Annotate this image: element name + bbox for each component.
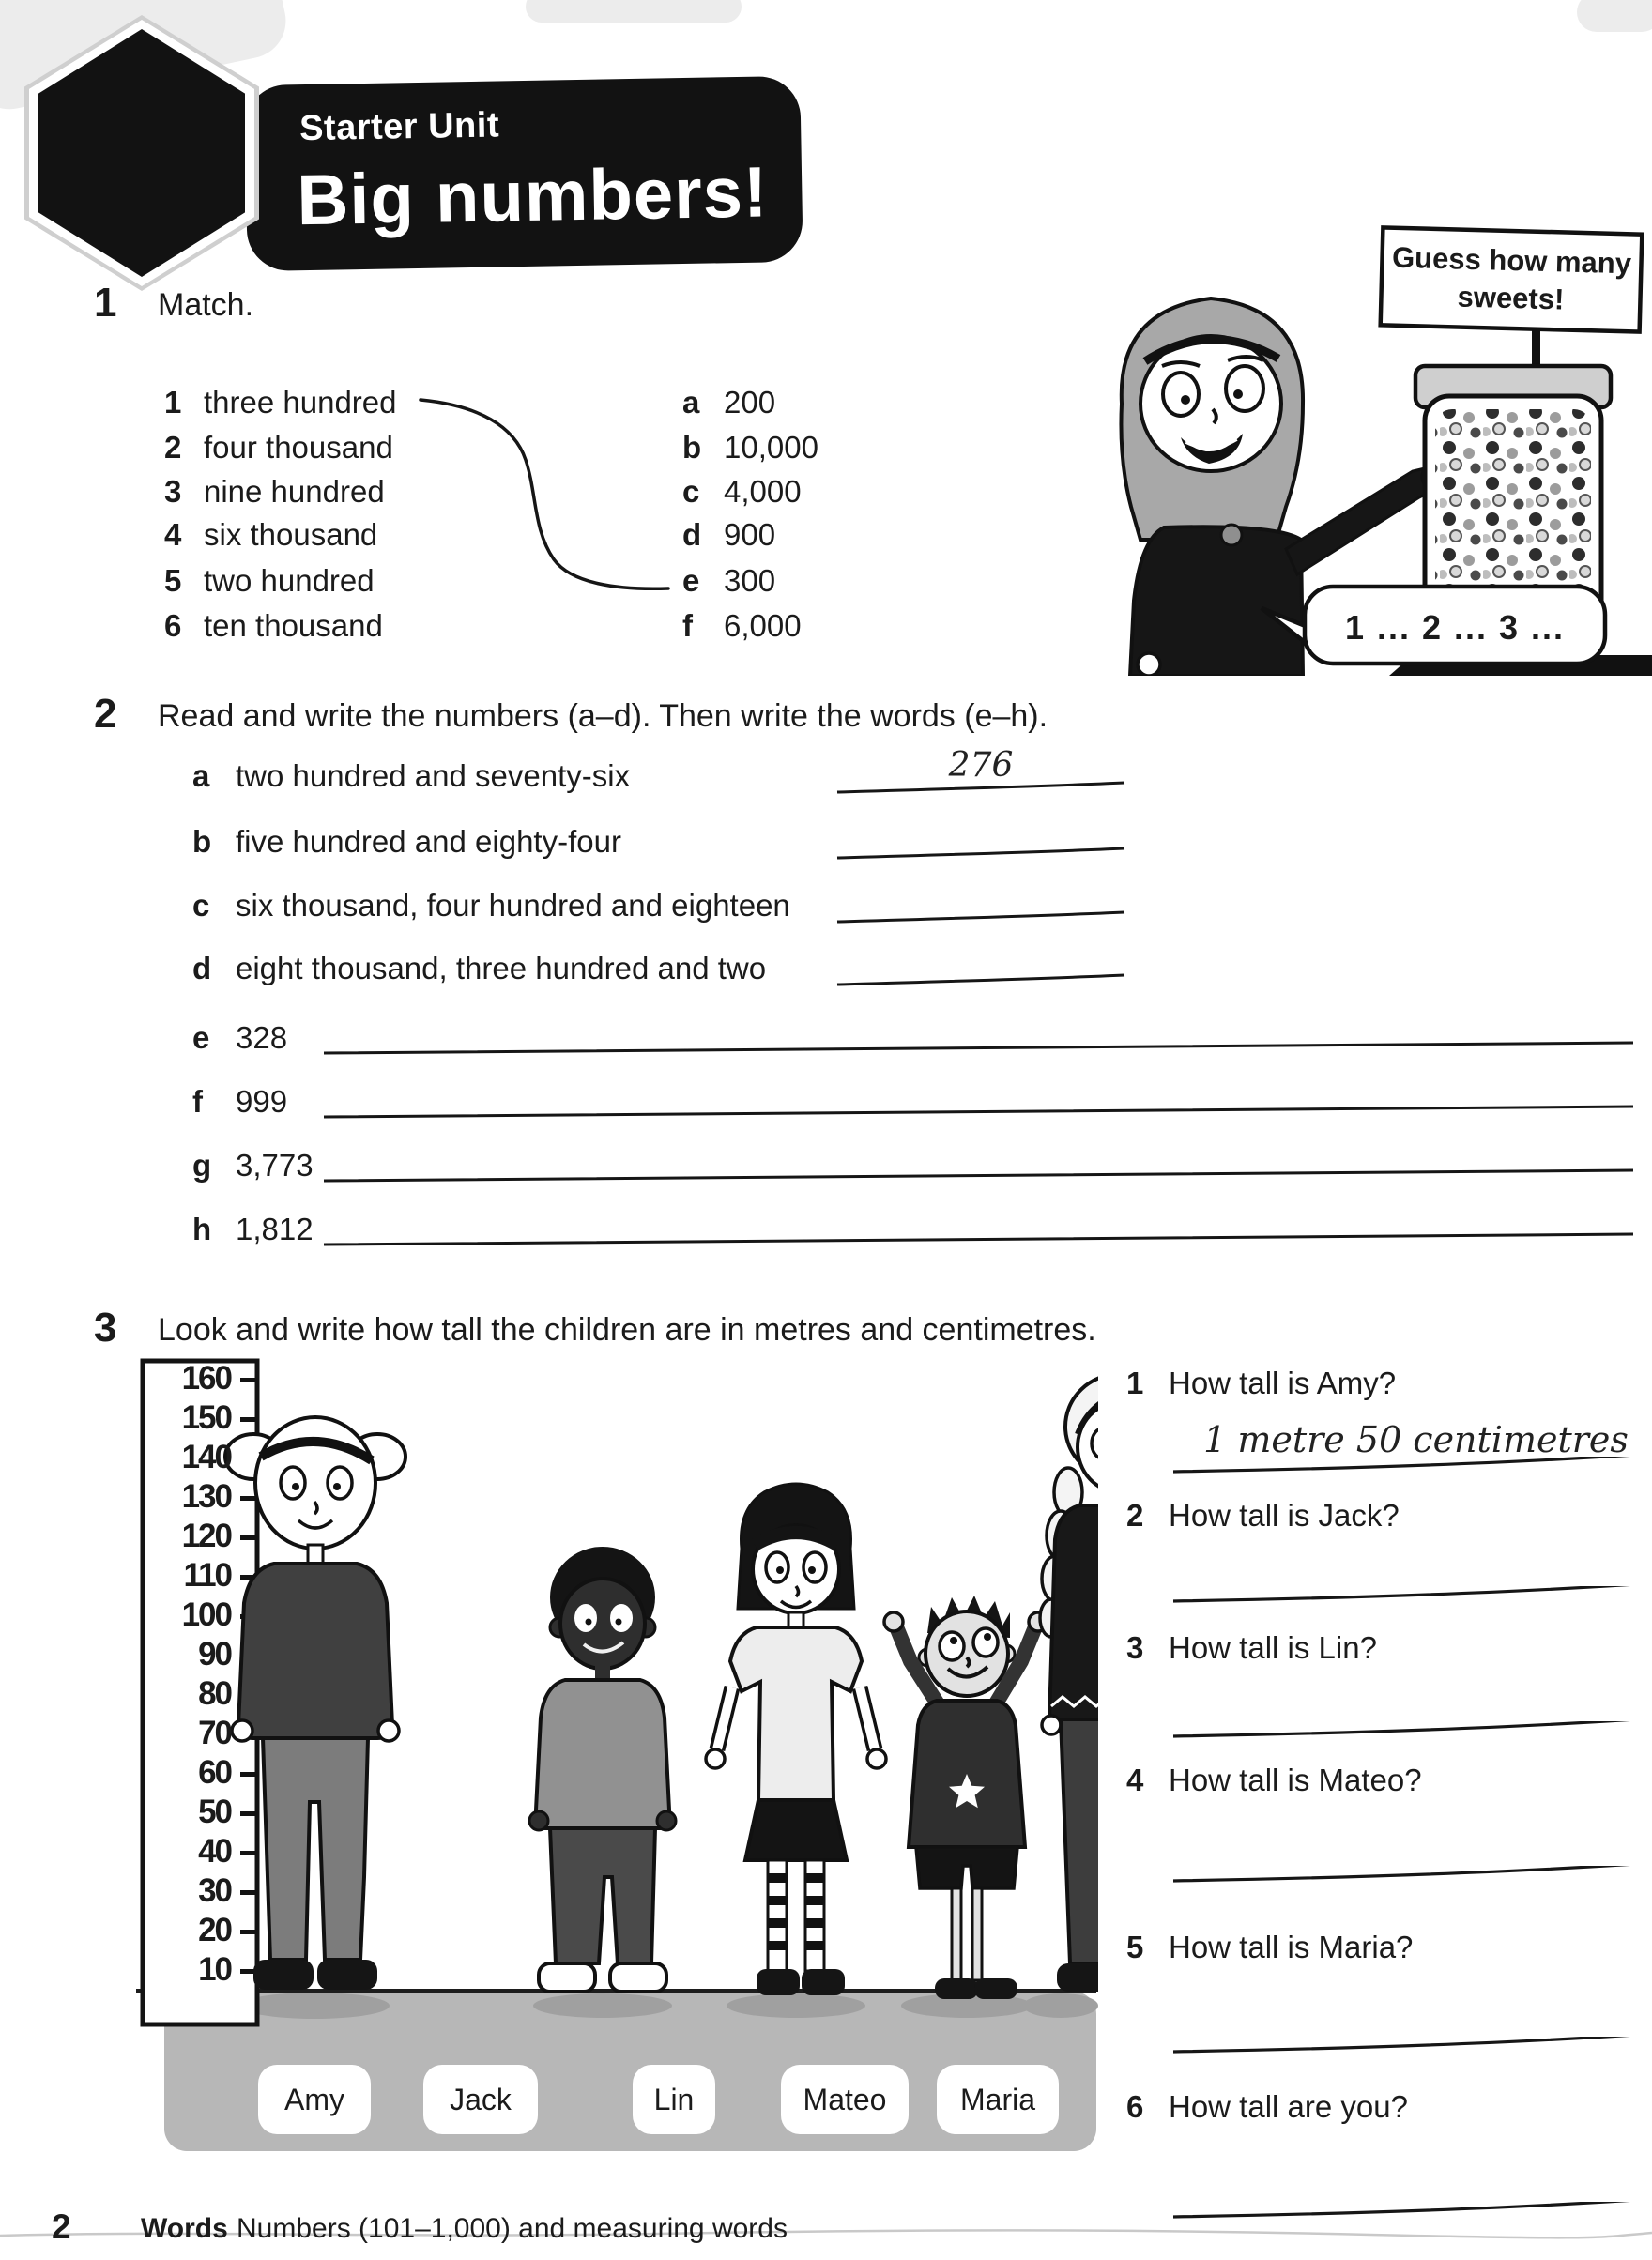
- ruler-label: 20: [198, 1912, 231, 1948]
- match-left-item: 2 four thousand: [164, 430, 393, 465]
- child-figure-mateo: [884, 1596, 1048, 1999]
- exercise2-instruction: Read and write the numbers (a–d). Then write the words (e–h).: [158, 698, 1048, 734]
- answer-line[interactable]: [835, 847, 1128, 862]
- exercise1-instruction: Match.: [158, 287, 254, 323]
- ex2-number-item: f 999: [192, 1084, 288, 1119]
- footer-words-label: Words: [141, 2213, 228, 2244]
- match-right-item[interactable]: e 300: [682, 563, 776, 598]
- height-question: 1 How tall is Amy?: [1126, 1366, 1397, 1400]
- answer-line[interactable]: [835, 781, 1128, 796]
- answer-line-long[interactable]: [321, 1041, 1637, 1058]
- match-right-item[interactable]: a 200: [682, 385, 776, 420]
- ruler-label: 130: [181, 1478, 231, 1515]
- answer-line[interactable]: [1170, 2037, 1640, 2057]
- match-left-item: 5 two hundred: [164, 563, 375, 598]
- match-left-item: 1 three hundred: [164, 385, 397, 420]
- ruler-label: 100: [181, 1596, 231, 1633]
- scan-smudge: [1577, 0, 1652, 32]
- answer-text-q1: 1 metre 50 centimetres: [1203, 1419, 1629, 1460]
- exercise3-instruction: Look and write how tall the children are in metres and centimetres.: [158, 1312, 1096, 1348]
- match-right-item[interactable]: d 900: [682, 517, 776, 552]
- answer-text-a: 276: [948, 746, 1014, 785]
- name-tag-amy: Amy: [258, 2065, 371, 2134]
- answer-line-long[interactable]: [321, 1168, 1637, 1185]
- ex2-number-item: h 1,812: [192, 1212, 314, 1246]
- ex2-word-item: a two hundred and seventy-six: [192, 758, 631, 793]
- page-number: 2: [52, 2207, 71, 2246]
- ruler-label: 50: [198, 1794, 231, 1830]
- child-figure-lin: [706, 1484, 886, 1995]
- match-right-item[interactable]: b 10,000: [682, 430, 818, 465]
- answer-line[interactable]: [1170, 1866, 1640, 1886]
- footer-words-text: Numbers (101–1,000) and measuring words: [237, 2213, 788, 2244]
- page-title: Big numbers!: [296, 152, 769, 241]
- unit-title-banner: [244, 76, 803, 271]
- ruler-label: 120: [181, 1518, 231, 1554]
- ruler-label: 160: [181, 1360, 231, 1397]
- exercise1-number: 1: [94, 280, 117, 326]
- ruler-label: 70: [198, 1715, 231, 1751]
- ruler-label: 90: [198, 1636, 231, 1672]
- hexagon-black: [38, 29, 245, 277]
- match-right-item[interactable]: f 6,000: [682, 608, 802, 643]
- child-figure-maria: [1040, 1374, 1098, 1992]
- ruler-label: 140: [181, 1439, 231, 1475]
- unit-label: Starter Unit: [298, 105, 500, 149]
- ruler-label: 150: [181, 1399, 231, 1436]
- exercise2-number: 2: [94, 691, 117, 737]
- height-question: 5 How tall is Maria?: [1126, 1930, 1414, 1964]
- ex2-number-item: e 328: [192, 1020, 288, 1055]
- ruler-label: 80: [198, 1675, 231, 1712]
- height-question: 6 How tall are you?: [1126, 2089, 1408, 2124]
- answer-line[interactable]: [835, 973, 1128, 988]
- answer-line-long[interactable]: [321, 1105, 1637, 1122]
- answer-line-long[interactable]: [321, 1232, 1637, 1249]
- children-illustration: [122, 1351, 1098, 2168]
- height-question: 2 How tall is Jack?: [1126, 1498, 1400, 1533]
- match-left-item: 3 nine hundred: [164, 474, 385, 509]
- answer-line[interactable]: [1170, 1457, 1640, 1477]
- answer-line[interactable]: [1170, 1586, 1640, 1607]
- ruler-label: 30: [198, 1872, 231, 1909]
- speech-bubble-text: 1 ... 2 ... 3 ...: [1344, 608, 1566, 647]
- exercise3-number: 3: [94, 1305, 117, 1351]
- name-tag-mateo: Mateo: [781, 2065, 909, 2134]
- ruler-label: 10: [198, 1951, 231, 1988]
- match-line-1-to-e: [404, 383, 685, 608]
- sign-text: Guess how many sweets!: [1391, 240, 1632, 316]
- match-right-item[interactable]: c 4,000: [682, 474, 802, 509]
- ruler-label: 60: [198, 1754, 231, 1791]
- name-tag-maria: Maria: [937, 2065, 1059, 2134]
- answer-line[interactable]: [1170, 1721, 1640, 1742]
- child-figure-jack: [529, 1547, 676, 1992]
- ex2-word-item: b five hundred and eighty-four: [192, 824, 621, 859]
- ex2-number-item: g 3,773: [192, 1148, 314, 1183]
- name-tag-lin: Lin: [633, 2065, 715, 2134]
- name-tag-jack: Jack: [423, 2065, 538, 2134]
- scan-smudge: [526, 0, 742, 23]
- ruler-label: 40: [198, 1833, 231, 1870]
- ex2-word-item: d eight thousand, three hundred and two: [192, 951, 767, 985]
- answer-line[interactable]: [1170, 2202, 1640, 2222]
- ruler-label: 110: [183, 1557, 231, 1594]
- height-question: 3 How tall is Lin?: [1126, 1630, 1377, 1665]
- height-question: 4 How tall is Mateo?: [1126, 1763, 1422, 1797]
- match-left-item: 6 ten thousand: [164, 608, 383, 643]
- ex2-word-item: c six thousand, four hundred and eighteen: [192, 888, 790, 923]
- match-left-item: 4 six thousand: [164, 517, 378, 552]
- answer-line[interactable]: [835, 910, 1128, 925]
